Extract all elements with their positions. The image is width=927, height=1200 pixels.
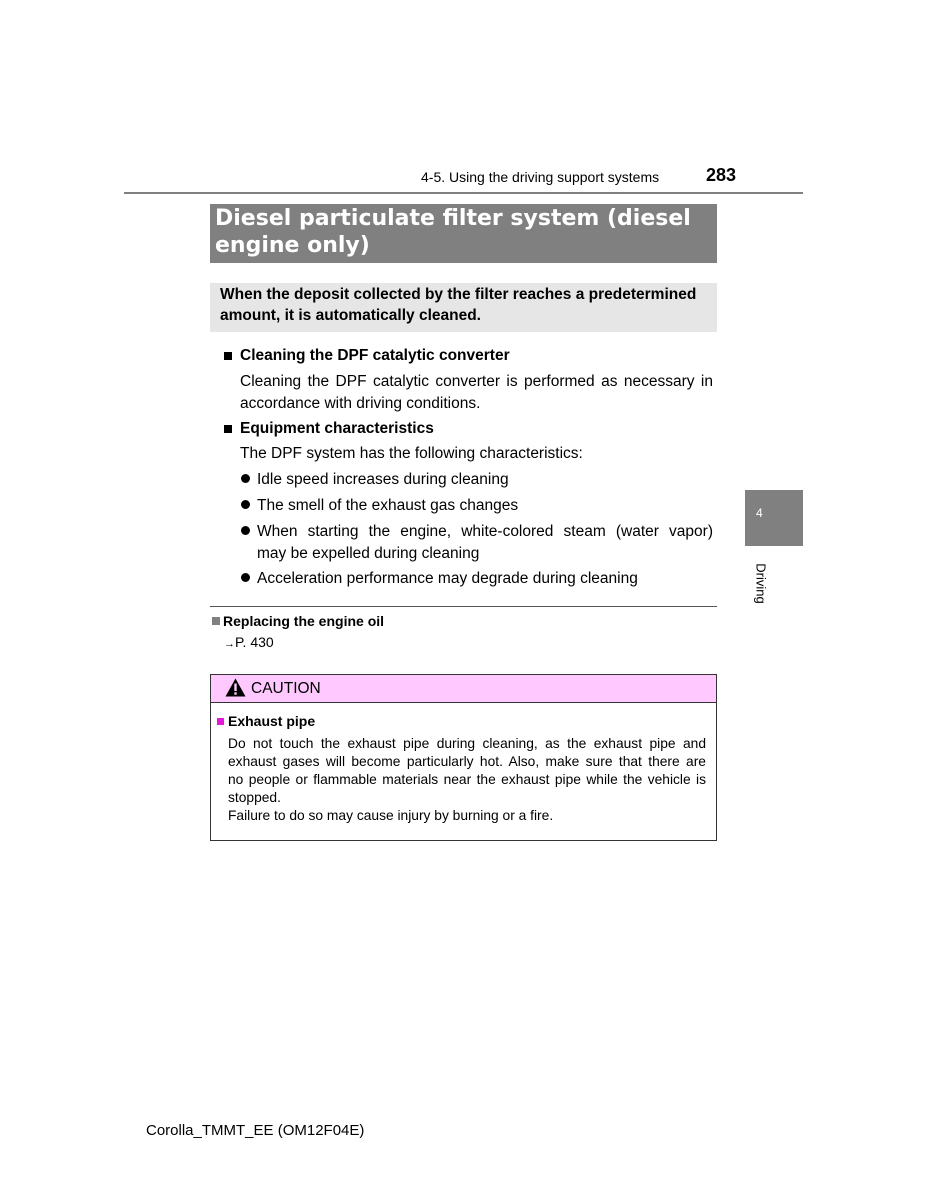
chapter-label: Driving: [753, 563, 769, 604]
caution-line: exhaust gases will become particularly hot. Also, make sure that there are: [228, 754, 706, 769]
note-heading: Replacing the engine oil: [223, 613, 385, 629]
chapter-number: 4: [756, 506, 763, 520]
page-number: 283: [706, 165, 737, 185]
square-bullet-icon: [224, 425, 232, 433]
bullet-dot-icon: [241, 474, 250, 483]
caution-box: [210, 674, 717, 841]
caution-subheading: Exhaust pipe: [228, 713, 316, 729]
document-id: Corolla_TMMT_EE (OM12F04E): [146, 1122, 365, 1139]
caution-header: [211, 675, 716, 703]
section-divider: [210, 606, 717, 607]
section-breadcrumb: 4-5. Using the driving support systems: [421, 169, 660, 185]
section-text-dpf-cleaning: [240, 371, 713, 414]
caution-line: Failure to do so may cause injury by burning or a fire.: [228, 808, 554, 823]
summary-line2: amount, it is automatically cleaned.: [220, 307, 481, 324]
bullet-dot-icon: [241, 526, 250, 535]
header-divider: [124, 192, 803, 194]
section-intro-equipment: The DPF system has the following characteristics:: [240, 445, 583, 462]
page-title-line2: engine only): [215, 233, 370, 258]
caution-body: [228, 735, 706, 825]
page-reference-text: P. 430: [235, 634, 274, 650]
list-item: [257, 521, 713, 564]
warning-triangle-icon: [225, 678, 246, 702]
text-line: accordance with driving conditions.: [240, 394, 481, 412]
gray-square-bullet-icon: [212, 617, 220, 625]
section-heading-dpf-cleaning: Cleaning the DPF catalytic converter: [240, 347, 510, 364]
page-title-line1: Diesel particulate filter system (diesel: [215, 206, 691, 231]
list-item: Acceleration performance may degrade during cleaning: [257, 570, 638, 587]
summary-box: [210, 283, 717, 332]
caution-line: stopped.: [228, 790, 281, 805]
caution-line: Do not touch the exhaust pipe during cleaning, as the exhaust pipe and: [228, 736, 706, 751]
list-item: Idle speed increases during cleaning: [257, 471, 509, 488]
caution-label: CAUTION: [251, 680, 321, 697]
bullet-dot-icon: [241, 573, 250, 582]
summary-line1: When the deposit collected by the filter reaches a predetermined: [220, 286, 697, 303]
list-item: The smell of the exhaust gas changes: [257, 497, 519, 514]
caution-line: no people or flammable materials near the exhaust pipe while the vehicle is: [228, 772, 706, 787]
chapter-tab[interactable]: [745, 490, 803, 546]
text-line: Cleaning the DPF catalytic converter is performed as necessary in: [240, 373, 713, 390]
page-reference-link[interactable]: [224, 634, 274, 650]
magenta-square-bullet-icon: [217, 718, 224, 725]
square-bullet-icon: [224, 352, 232, 360]
arrow-right-icon: →: [224, 638, 235, 650]
section-heading-equipment: Equipment characteristics: [240, 420, 434, 437]
list-item-line: When starting the engine, white-colored steam (water vapor): [257, 523, 713, 540]
page-title-bar: [210, 204, 717, 263]
bullet-dot-icon: [241, 500, 250, 509]
list-item-line: may be expelled during cleaning: [257, 544, 480, 562]
